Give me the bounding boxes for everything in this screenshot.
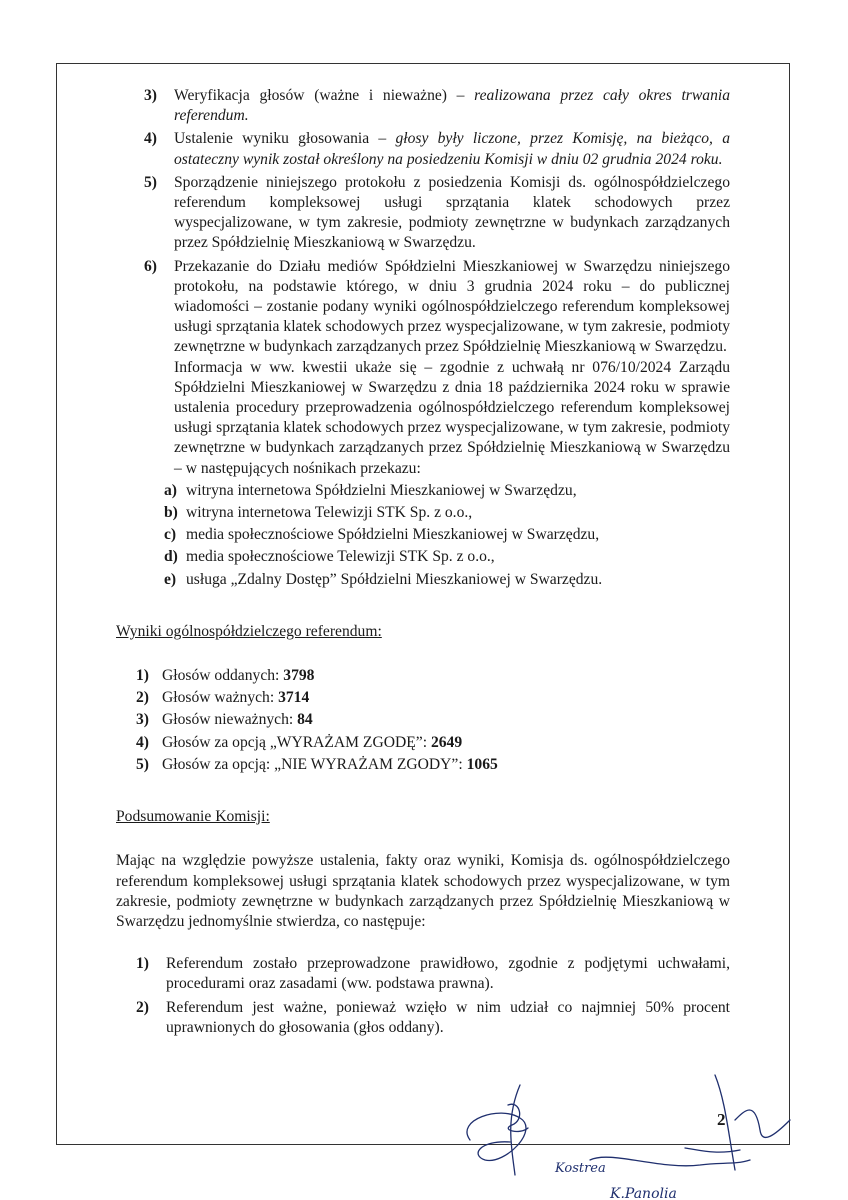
result-label: Głosów za opcją: „NIE WYRAŻAM ZGODY”: xyxy=(162,755,467,773)
conclusion-number: 1) xyxy=(136,955,149,973)
result-number: 2) xyxy=(136,689,149,707)
result-number: 1) xyxy=(136,667,149,685)
result-value: 84 xyxy=(297,711,313,729)
signature-stroke xyxy=(590,1157,750,1166)
list-number: 6) xyxy=(144,257,157,275)
result-value: 3798 xyxy=(283,667,315,685)
conclusion-item xyxy=(116,998,730,1038)
result-item xyxy=(116,710,730,730)
list-item xyxy=(116,257,730,358)
result-value: 1065 xyxy=(466,755,498,773)
conclusions-list xyxy=(116,954,730,1038)
list-italic-text: realizowana przez cały okres trwania referendum. xyxy=(174,87,731,125)
list-text: Przekazanie do Działu mediów Spółdzielni Mieszkaniowej w Swarzędzu niniejszego protokołu, na podstawie którego, w dniu 3 grudnia 2024 roku – do publicznej wiadomości – zostanie podany wyniki ogólnospółdzielczego referendum kompleksowej usługi sprzątania klatek schodowych przez wyspecjalizowane, w tym zakresie, podmioty zewnętrzne w budynkach zarządzanych przez Spółdzielnię Mieszkaniową w Swarzędzu. xyxy=(174,257,730,356)
result-item xyxy=(116,666,730,686)
media-text: media społecznościowe Spółdzielni Mieszkaniowej w Swarzędzu, xyxy=(186,526,600,544)
result-label: Głosów za opcją „WYRAŻAM ZGODĘ”: xyxy=(162,733,431,751)
media-letter: b) xyxy=(164,504,178,522)
list-number: 4) xyxy=(144,130,157,148)
list-text: Ustalenie wyniku głosowania – xyxy=(174,130,396,148)
info-paragraph: Informacja w ww. kwestii ukaże się – zgodnie z uchwałą nr 076/10/2024 Zarządu Spółdzielni Mieszkaniowej w Swarzędzu z dnia 18 października 2024 roku w sprawie ustalenia procedury przeprowadzenia ogólnospółdzielczego referendum kompleksowej usługi sprzątania klatek schodowych przez wyspecjalizowane, w tym zakresie, podmioty zewnętrzne w budynkach zarządzanych przez Spółdzielnię Mieszkaniową w Swarzędzu – w następujących nośnikach przekazu: xyxy=(174,358,730,477)
result-value: 3714 xyxy=(278,689,310,707)
media-text: witryna internetowa Telewizji STK Sp. z o.o., xyxy=(186,504,473,522)
media-text: usługa „Zdalny Dostęp” Spółdzielni Mieszkaniowej w Swarzędzu. xyxy=(186,570,603,588)
media-text: media społecznościowe Telewizji STK Sp. z o.o., xyxy=(186,548,495,566)
media-item xyxy=(164,503,730,523)
list-number: 3) xyxy=(144,87,157,104)
media-letter: e) xyxy=(164,570,177,588)
procedure-list xyxy=(116,86,730,590)
summary-paragraph: Mając na względzie powyższe ustalenia, fakty oraz wyniki, Komisja ds. ogólnospółdzielczego referendum kompleksowej usługi sprzątania klatek schodowych przez wyspecjalizowane, w tym zakresie, podmioty zewnętrzne w budynkach zarządzanych przez Spółdzielnię Mieszkaniową w Swarzędzu jednomyślnie stwierdza, co następuje: xyxy=(116,852,730,930)
conclusion-item xyxy=(116,954,730,994)
list-text: Sporządzenie niniejszego protokołu z posiedzenia Komisji ds. ogólnospółdzielczego referendum kompleksowej usługi sprzątania klatek schodowych przez wyspecjalizowane, w tym zakresie, podmioty zewnętrzne w budynkach zarządzanych przez Spółdzielnię Mieszkaniową w Swarzędzu. xyxy=(174,173,730,252)
conclusion-number: 2) xyxy=(136,998,149,1016)
result-number: 5) xyxy=(136,755,149,773)
list-item xyxy=(116,173,730,254)
list-item xyxy=(116,129,730,169)
document-body xyxy=(116,86,730,1041)
signature-name: K.Panolia xyxy=(610,1186,677,1200)
page-number: 2 xyxy=(717,1110,726,1129)
signature-stroke xyxy=(685,1148,740,1152)
media-item xyxy=(164,525,730,545)
conclusion-text: Referendum zostało przeprowadzone prawidłowo, zgodnie z podjętymi uchwałami, procedurami oraz zasadami (ww. podstawa prawna). xyxy=(166,955,730,993)
result-number: 3) xyxy=(136,711,149,729)
results-list xyxy=(116,666,730,775)
result-item xyxy=(116,688,730,708)
result-number: 4) xyxy=(136,733,149,751)
summary-heading: Podsumowanie Komisji: xyxy=(116,808,270,826)
signature-name: Kostrea xyxy=(555,1161,606,1176)
list-number: 5) xyxy=(144,173,157,191)
result-item xyxy=(116,733,730,753)
media-item xyxy=(164,547,730,567)
conclusion-text: Referendum jest ważne, ponieważ wzięło w nim udział co najmniej 50% procent uprawnionych do głosowania (głos oddany). xyxy=(166,998,730,1036)
media-letter: a) xyxy=(164,481,177,499)
list-item xyxy=(116,86,730,126)
results-heading: Wyniki ogólnospółdzielczego referendum: xyxy=(116,622,382,640)
list-italic-text: głosy były liczone, przez Komisję, na bieżąco, a ostateczny wynik został określony na posiedzeniu Komisji w dniu 02 grudnia 2024 roku. xyxy=(174,130,730,168)
result-value: 2649 xyxy=(430,733,463,751)
result-label: Głosów ważnych: xyxy=(162,689,279,707)
media-item xyxy=(164,481,730,501)
media-letter: d) xyxy=(164,548,178,566)
media-text: witryna internetowa Spółdzielni Mieszkaniowej w Swarzędzu, xyxy=(186,481,577,499)
result-label: Głosów oddanych: xyxy=(162,667,284,685)
result-item xyxy=(116,755,730,775)
list-text: Weryfikacja głosów (ważne i nieważne) – xyxy=(174,87,475,104)
result-label: Głosów nieważnych: xyxy=(162,711,298,729)
media-item xyxy=(164,570,730,590)
media-letter: c) xyxy=(164,526,177,544)
